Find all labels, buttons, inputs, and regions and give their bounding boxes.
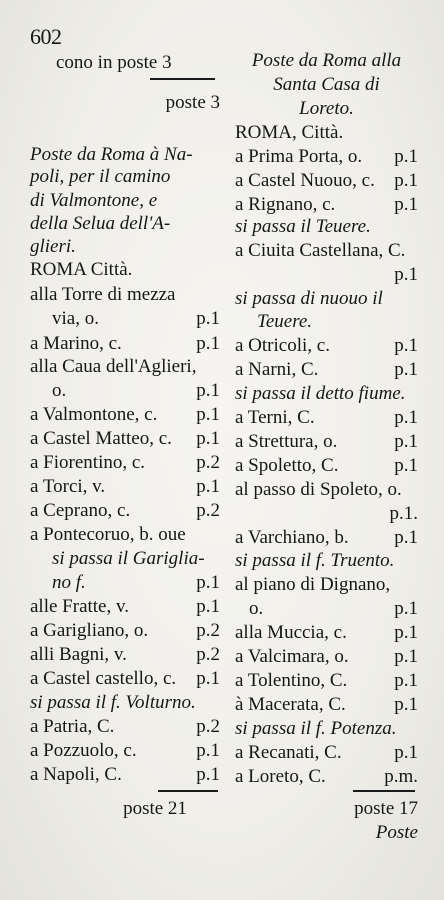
place-name: a Pozzuolo, c. xyxy=(30,740,137,761)
left-entry xyxy=(30,668,220,690)
left-entry xyxy=(30,500,220,522)
right-entry xyxy=(235,146,418,168)
post-count: p.1 xyxy=(394,694,418,715)
place-name: alle Fratte, v. xyxy=(30,596,130,617)
post-count: p.2 xyxy=(196,452,220,473)
page-number: 602 xyxy=(30,24,62,49)
right-entry xyxy=(235,431,418,453)
post-count: p.1 xyxy=(196,572,220,593)
right-entry xyxy=(235,264,418,286)
place-name: à Macerata, C. xyxy=(235,694,346,715)
left-poste-total-top: poste 3 xyxy=(165,92,220,113)
right-river-note: si passa il detto fiume. xyxy=(235,383,406,404)
left-river-note: si passa il Gariglia- xyxy=(52,548,205,569)
post-count: p.m. xyxy=(384,766,418,787)
post-count: p.1 xyxy=(394,527,418,548)
post-count: p.2 xyxy=(196,500,220,521)
right-section-title-2: Santa Casa di xyxy=(273,74,380,95)
left-entry xyxy=(30,452,220,474)
right-entry xyxy=(235,527,418,549)
place-name: o. xyxy=(52,380,67,401)
right-poste-total: poste 17 xyxy=(354,798,418,819)
place-name: a Patria, C. xyxy=(30,716,115,737)
right-section-title-3: Loreto. xyxy=(299,98,354,119)
left-entry xyxy=(30,333,220,355)
post-count: p.1 xyxy=(196,333,220,354)
left-river-note: si passa il f. Volturno. xyxy=(30,692,196,713)
left-section-title-5: glieri. xyxy=(30,236,76,257)
place-name: alli Bagni, v. xyxy=(30,644,127,665)
place-name: a Castel castello, c. xyxy=(30,668,177,689)
left-entry xyxy=(30,596,220,618)
left-poste-total: poste 21 xyxy=(123,798,187,819)
left-section-title-4: della Selua dell'A- xyxy=(30,213,171,234)
place-name: a Napoli, C. xyxy=(30,764,122,785)
right-river-note: si passa di nuouo il xyxy=(235,288,383,309)
left-entry: a Pontecoruo, b. oue xyxy=(30,524,186,545)
place-name: a Loreto, C. xyxy=(235,766,326,787)
place-name: a Torci, v. xyxy=(30,476,106,497)
post-count: p.1 xyxy=(394,670,418,691)
post-count: p.1 xyxy=(394,646,418,667)
place-name: a Ceprano, c. xyxy=(30,500,131,521)
left-entry xyxy=(30,476,220,498)
place-name: a Strettura, o. xyxy=(235,431,338,452)
place-name: a Rignano, c. xyxy=(235,194,336,215)
right-city-heading: ROMA, Città. xyxy=(235,122,344,143)
right-entry xyxy=(235,646,418,668)
left-entry xyxy=(30,380,220,402)
post-count: p.1 xyxy=(394,598,418,619)
place-name: no f. xyxy=(52,572,86,593)
post-count: p.1 xyxy=(196,668,220,689)
place-name: a Valcimara, o. xyxy=(235,646,349,667)
right-river-note: si passa il f. Potenza. xyxy=(235,718,397,739)
left-section-title-3: di Valmontone, e xyxy=(30,190,158,211)
place-name: a Prima Porta, o. xyxy=(235,146,363,167)
right-entry: al piano di Dignano, xyxy=(235,574,391,595)
catchword: Poste xyxy=(375,822,418,843)
left-entry xyxy=(30,308,220,330)
right-entry xyxy=(235,359,418,381)
place-name: a Marino, c. xyxy=(30,333,122,354)
place-name: o. xyxy=(249,598,264,619)
right-entry: a Ciuita Castellana, C. xyxy=(235,240,406,261)
right-entry xyxy=(235,335,418,357)
place-name: a Narni, C. xyxy=(235,359,319,380)
post-count: p.1 xyxy=(196,596,220,617)
post-count: p.1 xyxy=(196,740,220,761)
right-bottom-rule xyxy=(353,790,415,792)
post-count: p.1 xyxy=(196,476,220,497)
right-entry xyxy=(235,766,418,788)
post-count: p.1 xyxy=(394,455,418,476)
left-bottom-rule xyxy=(158,790,218,792)
left-entry xyxy=(30,716,220,738)
left-entry xyxy=(30,428,220,450)
left-entry xyxy=(30,620,220,642)
right-entry xyxy=(235,503,418,525)
post-count: p.1 xyxy=(394,335,418,356)
right-entry xyxy=(235,170,418,192)
right-section-title-1: Poste da Roma alla xyxy=(251,50,402,71)
place-name: a Garigliano, o. xyxy=(30,620,149,641)
right-entry: al passo di Spoleto, o. xyxy=(235,479,402,500)
place-name: alla Muccia, c. xyxy=(235,622,347,643)
place-name: a Recanati, C. xyxy=(235,742,342,763)
left-entry xyxy=(30,404,220,426)
left-section-title-1: Poste da Roma à Na- xyxy=(30,144,193,165)
post-count: p.1 xyxy=(196,380,220,401)
right-entry xyxy=(235,194,418,216)
right-entry xyxy=(235,742,418,764)
place-name: a Valmontone, c. xyxy=(30,404,158,425)
place-name: via, o. xyxy=(52,308,99,329)
post-count: p.1 xyxy=(196,404,220,425)
post-count: p.2 xyxy=(196,644,220,665)
post-count: p.1 xyxy=(394,359,418,380)
post-count: p.1 xyxy=(196,764,220,785)
right-river-note: si passa il Teuere. xyxy=(235,216,371,237)
place-name: a Fiorentino, c. xyxy=(30,452,146,473)
right-river-note: si passa il f. Truento. xyxy=(235,550,395,571)
post-count: p.1 xyxy=(196,428,220,449)
left-city-heading: ROMA Città. xyxy=(30,259,133,280)
post-count: p.1. xyxy=(389,503,418,524)
right-river-note: Teuere. xyxy=(257,311,313,332)
place-name: a Varchiano, b. xyxy=(235,527,349,548)
post-count: p.1 xyxy=(394,431,418,452)
post-count: p.1 xyxy=(196,308,220,329)
post-count: p.1 xyxy=(394,407,418,428)
post-count: p.1 xyxy=(394,742,418,763)
place-name: a Tolentino, C. xyxy=(235,670,348,691)
right-entry xyxy=(235,622,418,644)
right-entry xyxy=(235,598,418,620)
left-entry: alla Torre di mezza xyxy=(30,284,176,305)
post-count: p.2 xyxy=(196,620,220,641)
post-count: p.1 xyxy=(394,622,418,643)
place-name: a Castel Nuouo, c. xyxy=(235,170,375,191)
left-entry xyxy=(30,572,220,594)
place-name: a Otricoli, c. xyxy=(235,335,330,356)
post-count: p.1 xyxy=(394,146,418,167)
post-count: p.1 xyxy=(394,264,418,285)
place-name: a Castel Matteo, c. xyxy=(30,428,172,449)
left-header-line: cono in poste 3 xyxy=(56,52,172,73)
post-count: p.1 xyxy=(394,170,418,191)
post-count: p.2 xyxy=(196,716,220,737)
place-name: a Terni, C. xyxy=(235,407,315,428)
left-section-title-2: poli, per il camino xyxy=(30,166,171,187)
left-entry: alla Caua dell'Aglieri, xyxy=(30,356,197,377)
right-entry xyxy=(235,670,418,692)
left-entry xyxy=(30,644,220,666)
place-name: a Spoletto, C. xyxy=(235,455,339,476)
post-count: p.1 xyxy=(394,194,418,215)
left-top-rule xyxy=(150,78,215,80)
right-entry xyxy=(235,694,418,716)
right-entry xyxy=(235,455,418,477)
left-entry xyxy=(30,740,220,762)
left-entry xyxy=(30,764,220,786)
right-entry xyxy=(235,407,418,429)
